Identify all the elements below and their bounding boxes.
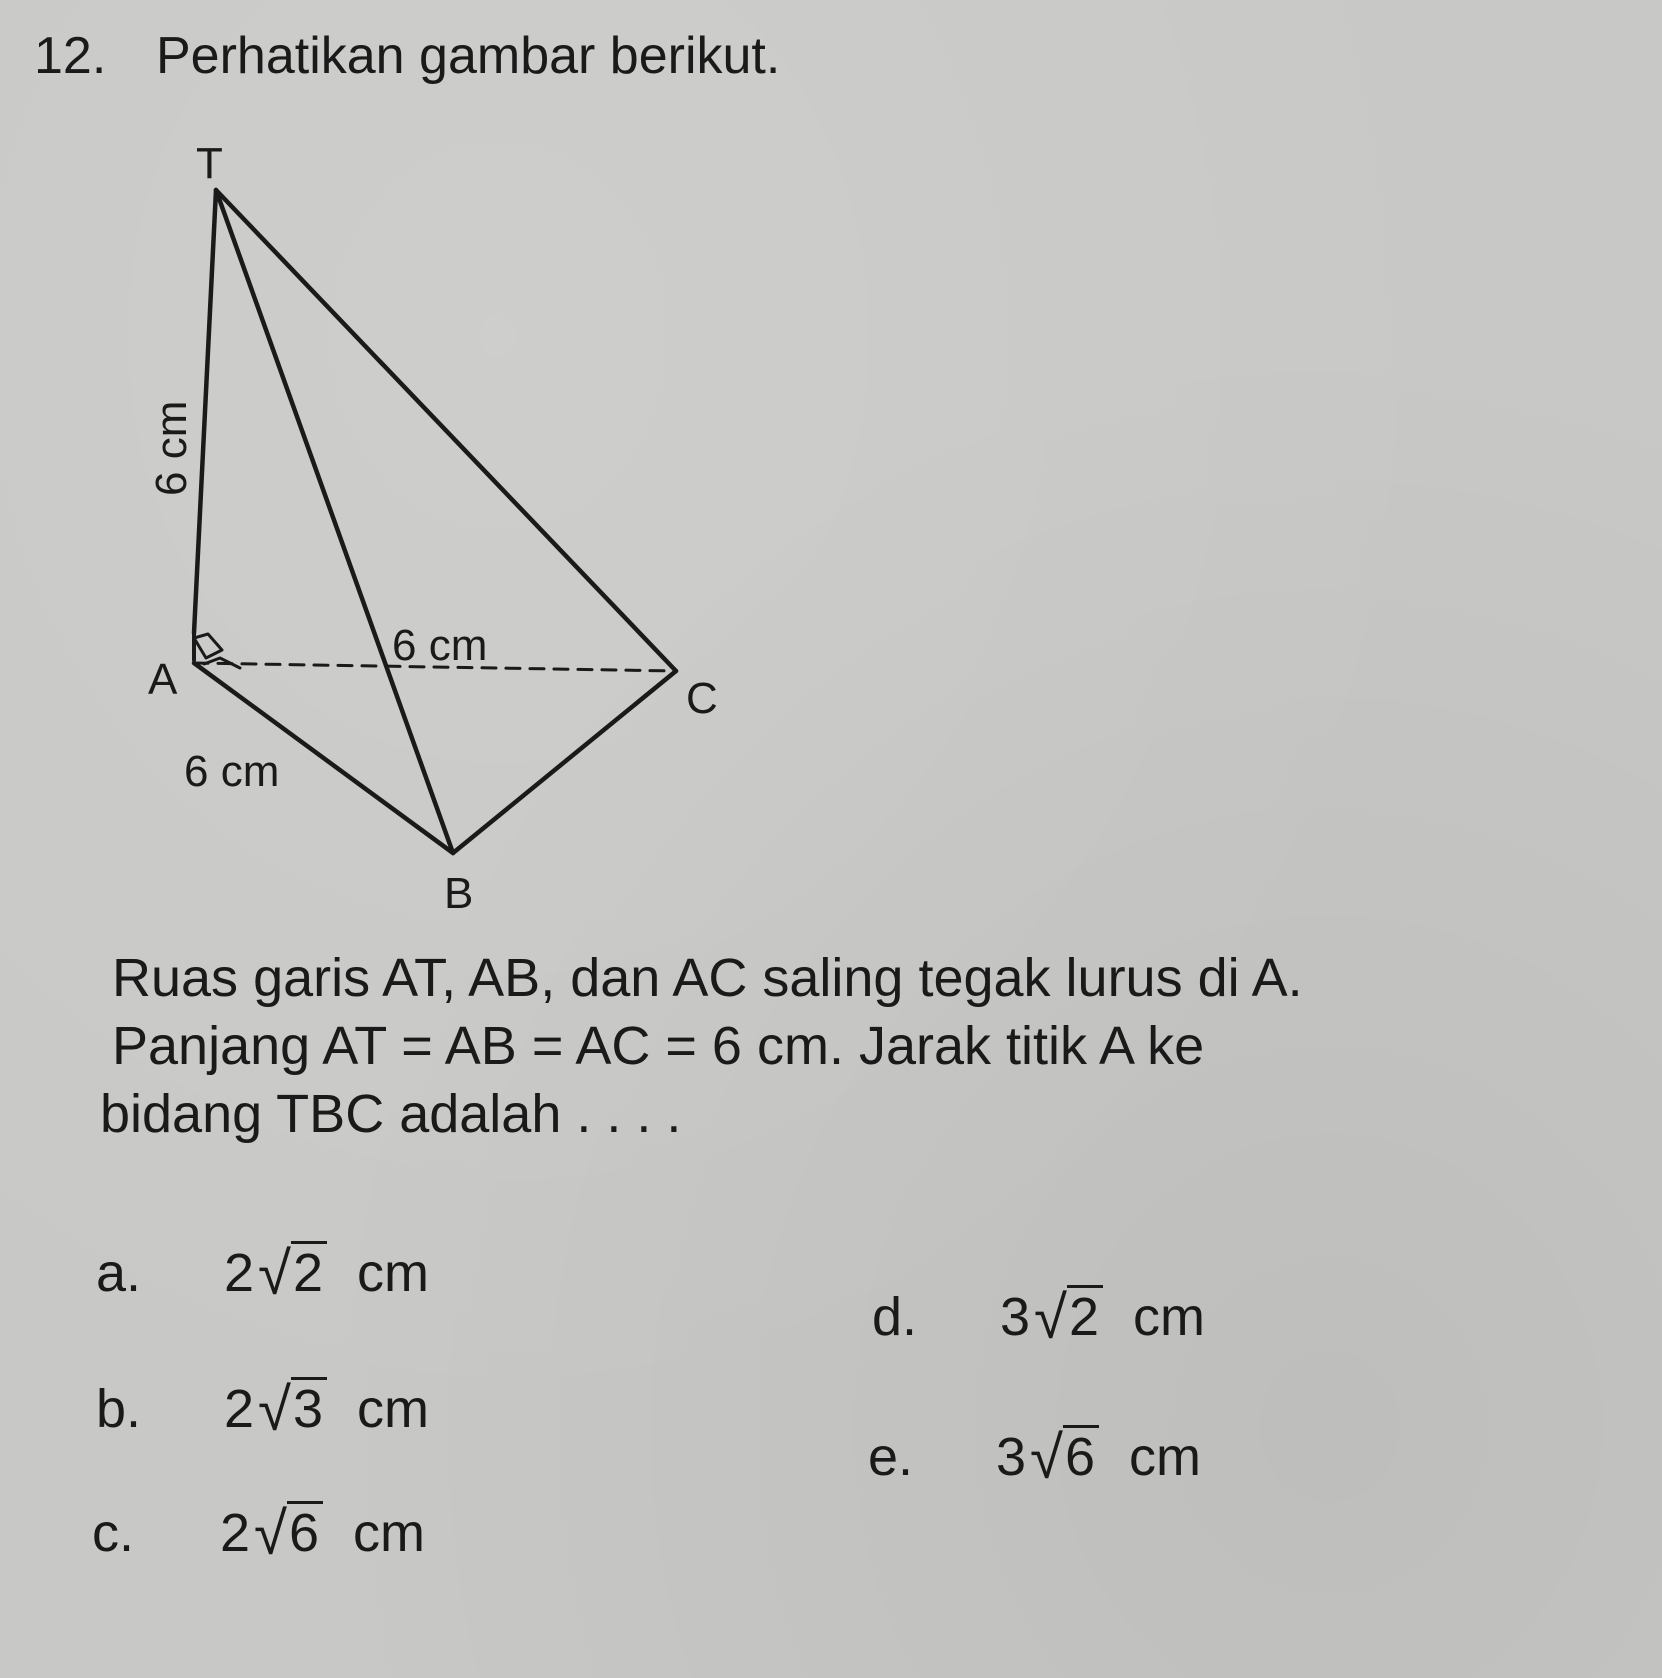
- square-root: [258, 1376, 327, 1443]
- vertex-label-C: C: [686, 674, 718, 723]
- square-root: [258, 1240, 327, 1307]
- option-letter: d.: [872, 1287, 918, 1347]
- vertex-label-B: B: [444, 869, 474, 918]
- edge-label-AB: 6 cm: [184, 747, 280, 796]
- vertex-label-A: A: [148, 655, 178, 704]
- stem-line-2: Panjang AT = AB = AC = 6 cm. Jarak titik A ke: [112, 1016, 1205, 1076]
- edge-label-AC: 6 cm: [392, 621, 488, 670]
- option-radicand: 2: [291, 1241, 327, 1300]
- question-stem: [100, 944, 1630, 1148]
- option-coefficient: 3: [996, 1427, 1027, 1487]
- stem-line-1: Ruas garis AT, AB, dan AC saling tegak lurus di A.: [112, 948, 1303, 1008]
- option-letter: b.: [96, 1379, 142, 1439]
- option-unit: cm: [1133, 1287, 1206, 1347]
- option-unit: cm: [1129, 1427, 1202, 1487]
- option-coefficient: 2: [224, 1379, 255, 1439]
- option-a[interactable]: [96, 1240, 430, 1307]
- radical-icon: √: [258, 1376, 291, 1443]
- radical-icon: √: [254, 1500, 287, 1567]
- radical-icon: √: [1034, 1284, 1067, 1351]
- option-radicand: 2: [1067, 1285, 1103, 1344]
- square-root: [1034, 1284, 1103, 1351]
- question-number: 12.: [34, 27, 107, 85]
- option-unit: cm: [357, 1379, 430, 1439]
- option-radicand: 6: [287, 1501, 323, 1560]
- stem-line-3: bidang TBC adalah . . . .: [100, 1084, 682, 1144]
- option-coefficient: 2: [224, 1243, 255, 1303]
- edge-BC: [453, 671, 676, 853]
- option-coefficient: 3: [1000, 1287, 1031, 1347]
- option-unit: cm: [353, 1503, 426, 1563]
- radical-icon: √: [258, 1240, 291, 1307]
- edge-label-AT: 6 cm: [147, 400, 196, 496]
- edge-TA: [194, 190, 216, 633]
- option-e[interactable]: [868, 1424, 1202, 1491]
- vertex-label-T: T: [196, 139, 223, 188]
- option-c[interactable]: [92, 1500, 426, 1567]
- option-d[interactable]: [872, 1284, 1206, 1351]
- option-radicand: 6: [1063, 1425, 1099, 1484]
- option-letter: c.: [92, 1503, 135, 1563]
- square-root: [254, 1500, 323, 1567]
- option-letter: e.: [868, 1427, 914, 1487]
- option-radicand: 3: [291, 1377, 327, 1436]
- square-root: [1030, 1424, 1099, 1491]
- edge-TC: [216, 190, 676, 671]
- question-title: Perhatikan gambar berikut.: [156, 27, 781, 85]
- option-letter: a.: [96, 1243, 142, 1303]
- option-unit: cm: [357, 1243, 430, 1303]
- radical-icon: √: [1030, 1424, 1063, 1491]
- option-b[interactable]: [96, 1376, 430, 1443]
- option-coefficient: 2: [220, 1503, 251, 1563]
